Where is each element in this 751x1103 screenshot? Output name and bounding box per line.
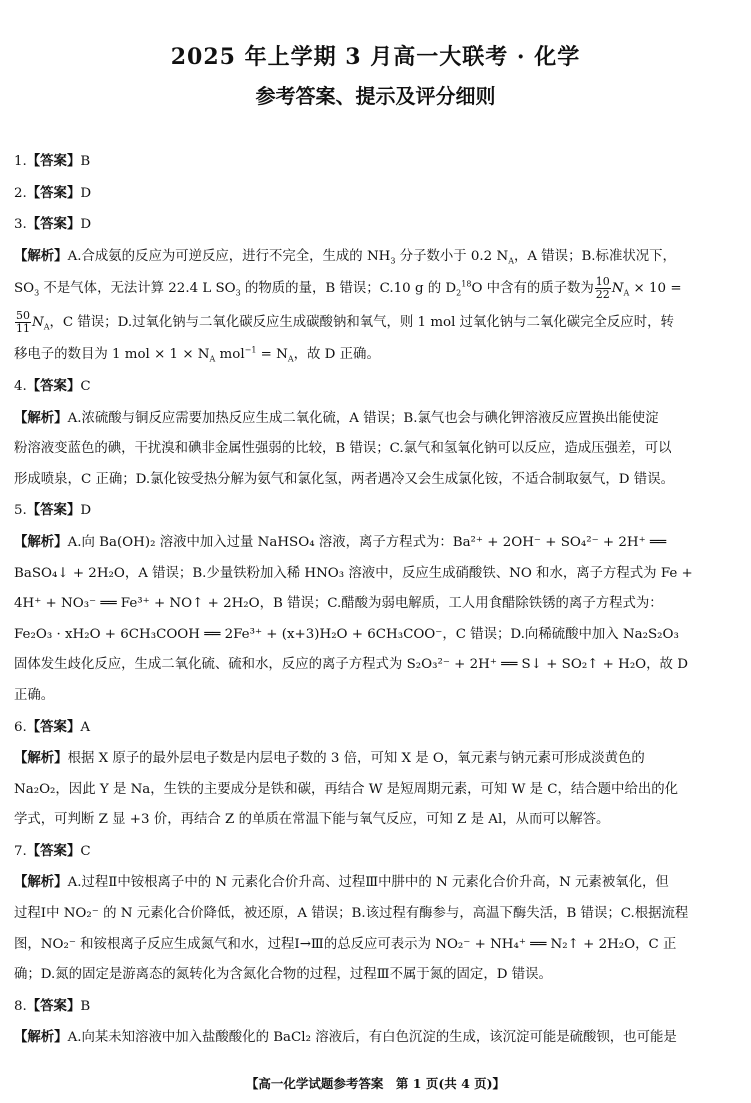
q7-analysis-line-2: 过程Ⅰ中 NO₂⁻ 的 N 元素化合价降低，被还原，A 错误；B.该过程有酶参与，高温下酶失活，B 错误；C.根据流程 [14,906,689,922]
answer-label: 【答案】 [26,502,81,519]
fraction-numerator: 10 [595,275,610,289]
q7-number: 7. [14,843,27,859]
q3-sub: A [43,323,50,333]
q3-analysis-line-1 [14,241,740,273]
analysis-label: 【解析】 [14,409,68,426]
fraction-denominator: 11 [16,322,30,336]
q7-analysis-line-4: 确；D.氮的固定是游离态的氮转化为含氮化合物的过程，过程Ⅲ不属于氮的固定，D 错误。 [14,967,552,983]
answer-label: 【答案】 [26,216,81,233]
q6-analysis-line-2: Na₂O₂，因此 Y 是 Na，生铁的主要成分是铁和碳，再结合 W 是短周期元素，可知 W 是 C，结合题中给出的化 [14,781,679,797]
q1-number: 1. [14,154,27,169]
q1-answer-line [14,146,740,178]
q3-sub: A [508,256,514,266]
q4-answer: C [80,378,91,394]
q3-text: × 10 = [629,281,682,297]
fraction-numerator: 50 [16,309,30,323]
q5-analysis-line-5: 固体发生歧化反应，生成二氧化硫、硫和水，反应的离子方程式为 S₂O₃²⁻ + 2H⁺ ══ S↓ + SO₂↑ + H₂O，故 D [14,657,688,673]
q7-answer: C [80,843,91,859]
q5-analysis-line-3: 4H⁺ + NO₃⁻ ══ Fe³⁺ + NO↑ + 2H₂O，B 错误；C.醋酸为弱电解质，工人用食醋除铁锈的离子方程式为： [14,596,663,612]
q8-answer-line [14,991,740,1023]
q3-text: O 中含有的质子数为 [471,281,594,297]
q6-text: 根据 X 原子的最外层电子数是内层电子数的 3 倍，可知 X 是 O，氧元素与钠元素可形成淡黄色的 [67,751,645,767]
q7-analysis-line-3: 图，NO₂⁻ 和铵根离子反应生成氮气和水，过程Ⅰ→Ⅲ的总反应可表示为 NO₂⁻ + NH₄⁺ ══ N₂↑ + 2H₂O，C 正 [14,936,677,952]
q3-sub: 3 [390,256,396,266]
q6-answer-line [14,712,740,744]
fraction-10-22 [595,276,611,301]
fraction-50-11 [15,310,31,335]
answer-label: 【答案】 [26,377,81,394]
q6-analysis-line-3: 学式，可判断 Z 显 +3 价，再结合 Z 的单质在常温下能与氧气反应，可知 Z 是 Al，从而可以解答。 [14,812,610,828]
q7-text: A.过程Ⅱ中铵根离子中的 N 元素化合价升高、过程Ⅲ中肼中的 N 元素化合价升高，N 元素被氧化，但 [67,875,669,891]
q5-number: 5. [14,503,27,519]
q3-text: 分子数小于 0.2 N [395,248,509,264]
q8-answer: B [80,998,91,1014]
answer-label: 【答案】 [26,153,81,169]
q6-number: 6. [14,719,27,735]
answer-label: 【答案】 [26,718,81,735]
q7-answer-line [14,836,740,868]
q4-analysis-line-3: 形成喷泉，C 正确；D.氯化铵受热分解为氨气和氯化氢，两者遇冷又会生成氯化铵，不适合制取氨气，D 错误。 [14,471,674,487]
analysis-label: 【解析】 [14,533,68,550]
q3-analysis-line-4 [14,340,740,371]
q3-sub: 3 [235,289,241,299]
q5-answer-line [14,495,740,527]
q2-answer: D [80,185,92,201]
q3-sup: 18 [461,279,472,289]
q3-number: 3. [14,217,27,233]
q8-analysis-line-1 [14,1022,740,1054]
q4-number: 4. [14,378,27,394]
q3-text: SO [14,281,35,297]
page-title: 2025 年上学期 3 月高一大联考 · 化学 [170,44,581,70]
q3-text: A.合成氨的反应为可逆反应，进行不完全，生成的 NH [67,248,391,264]
q5-analysis-line-2: BaSO₄↓ + 2H₂O，A 错误；B.少量铁粉加入稀 HNO₃ 溶液中，反应生成硝酸铁、NO 和水，离子方程式为 Fe + [14,565,693,581]
q3-sub: 2 [456,289,462,299]
q3-analysis-line-3 [14,306,740,340]
q3-sub: 3 [34,289,40,299]
q3-text: 的物质的量，B 错误；C.10 g 的 D [240,281,457,297]
q4-answer-line [14,371,740,403]
q4-analysis-line-2: 粉溶液变蓝色的碘，干扰溴和碘非金属性强弱的比较，B 错误；C.氯气和氢氧化钠可以反应，造成压强差，可以 [14,441,672,457]
q5-text: A.向 Ba(OH)₂ 溶液中加入过量 NaHSO₄ 溶液，离子方程式为：Ba²⁺ + 2OH⁻ + SO₄²⁻ + 2H⁺ ══ [67,534,667,550]
q2-answer-line [14,178,740,210]
q6-analysis-line-1 [14,743,740,775]
q3-text: mol [215,347,245,363]
answer-label: 【答案】 [26,997,81,1014]
q3-text: ，A 错误；B.标准状况下， [513,248,676,264]
q6-answer: A [80,719,91,735]
analysis-label: 【解析】 [14,750,68,767]
page-subtitle: 参考答案、提示及评分细则 [255,84,496,108]
q3-text: 移电子的数目为 1 mol × 1 × N [14,347,210,363]
q7-analysis-line-1 [14,867,740,899]
q2-number: 2. [14,185,27,201]
q3-text: ，故 D 正确。 [293,347,380,363]
q5-answer: D [80,503,92,519]
q3-sub: A [623,289,630,299]
q4-text: A.浓硫酸与铜反应需要加热反应生成二氧化硫，A 错误；B.氯气也会与碘化钾溶液反应置换出能使淀 [67,410,659,426]
q3-sub: A [287,355,294,365]
q3-answer-line [14,209,740,241]
answer-label: 【答案】 [26,184,81,201]
q3-text: ，C 错误；D.过氧化钠与二氧化碳反应生成碳酸钠和氧气，则 1 mol 过氧化钠与二氧化碳完全反应时，转 [49,315,674,331]
q3-text: N [32,315,44,331]
answer-label: 【答案】 [26,842,81,859]
q3-sub: A [209,355,216,365]
q3-text: = N [256,347,288,363]
q5-analysis-line-6: 正确。 [14,687,55,703]
q3-text: 不是气体，无法计算 22.4 L SO [39,281,236,297]
fraction-denominator: 22 [595,288,610,302]
q3-sup: −1 [244,345,257,355]
page-footer: 【高一化学试题参考答案 第 1 页(共 4 页)】 [245,1076,506,1091]
q3-analysis-line-2 [14,272,740,306]
analysis-label: 【解析】 [14,1029,68,1046]
q4-analysis-line-1 [14,403,740,435]
answer-content [14,146,740,1054]
q8-number: 8. [14,998,27,1014]
q3-text: N [611,281,624,297]
q1-answer: B [80,154,91,169]
analysis-label: 【解析】 [14,247,68,264]
q5-analysis-line-1 [14,527,740,559]
q3-answer: D [80,217,92,233]
analysis-label: 【解析】 [14,874,68,891]
q5-analysis-line-4: Fe₂O₃ · xH₂O + 6CH₃COOH ══ 2Fe³⁺ + (x+3)H₂O + 6CH₃COO⁻，C 错误；D.向稀硫酸中加入 Na₂S₂O₃ [14,626,679,642]
q8-text: A.向某未知溶液中加入盐酸酸化的 BaCl₂ 溶液后，有白色沉淀的生成，该沉淀可能是硫酸钡，也可能是 [67,1030,677,1046]
